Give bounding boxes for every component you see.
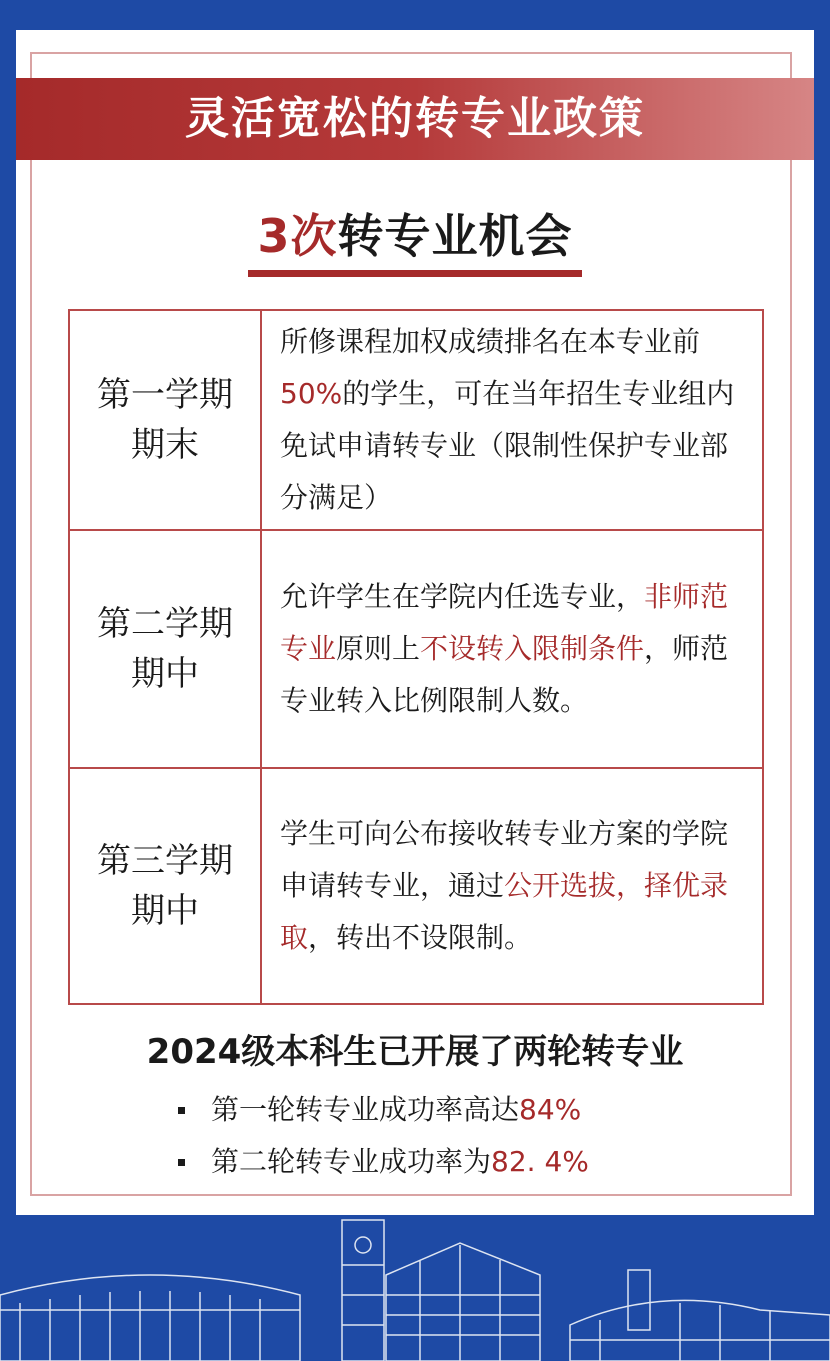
desc-text: 的学生，可在当年招生专业组内免试申请转专业（限制性保护专业部分满足） [280,377,735,514]
term-label-line1: 第一学期 [97,375,233,415]
term-label-line1: 第二学期 [97,604,233,644]
description-cell [261,530,763,768]
term-label-line2: 期中 [131,891,199,931]
banner-title: 灵活宽松的转专业政策 [185,93,645,144]
bullet-value: 84% [519,1093,582,1126]
bullet-value: 82. 4% [491,1145,589,1178]
list-item [178,1084,589,1136]
summary-title: 2024级本科生已开展了两轮转专业 [146,1032,684,1072]
term-cell [69,310,261,530]
term-label-line2: 期中 [131,654,199,694]
desc-highlight: 非师范专业 [280,580,729,665]
subtitle-highlight: 3次 [257,209,338,263]
bullet-icon [178,1159,185,1166]
bullet-text: 第二轮转专业成功率为 [211,1145,492,1178]
desc-text: 允许学生在学院内任选专业， [280,580,645,613]
description-cell [261,768,763,1004]
campus-skyline-illustration [0,1215,830,1361]
policy-row [69,310,763,530]
subtitle-underline [248,270,582,277]
subtitle [0,200,830,266]
term-label-line1: 第三学期 [97,841,233,881]
desc-text: 学生可向公布接收转专业方案的学院申请转专业，通过 [280,817,729,902]
desc-text: ，转出不设限制。 [308,921,533,954]
desc-text: 所修课程加权成绩排名在本专业前 [280,325,701,358]
bullet-icon [178,1107,185,1114]
summary-list [178,1084,589,1188]
policy-row [69,530,763,768]
term-label-line2: 期末 [131,425,199,465]
subtitle-rest: 转专业机会 [337,209,573,263]
description-cell [261,310,763,530]
desc-highlight: 不设转入限制条件 [420,632,645,665]
term-cell [69,530,261,768]
desc-text: ，师范专业转入比例限制人数。 [280,632,729,717]
desc-text: 原则上 [336,632,421,665]
policy-row [69,768,763,1004]
bullet-text: 第一轮转专业成功率高达 [211,1093,520,1126]
policy-table [68,309,764,1005]
list-item [178,1136,589,1188]
desc-highlight: 公开选拔，择优录取 [280,869,729,954]
desc-highlight: 50% [280,377,343,410]
term-cell [69,768,261,1004]
